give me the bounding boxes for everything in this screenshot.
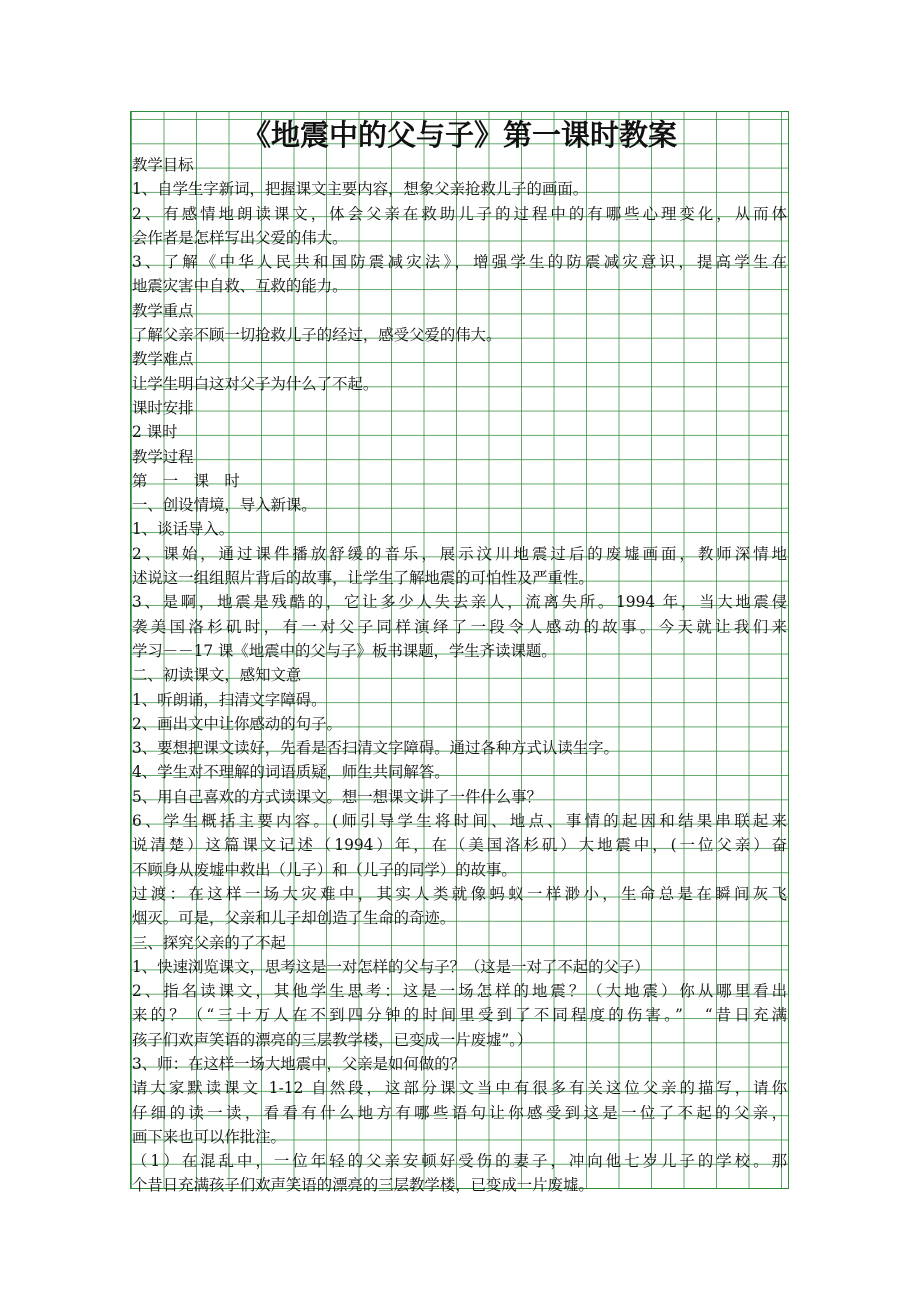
text-line: 二、初读课文，感知文意 — [132, 666, 302, 685]
text-line: 2、有感情地朗读课文，体会父亲在救助儿子的过程中的有哪些心理变化，从而体 — [132, 204, 787, 223]
text-line: 过渡：在这样一场大灾难中，其实人类就像蚂蚁一样渺小，生命总是在瞬间灰飞 — [132, 884, 787, 903]
text-line: （1）在混乱中，一位年轻的父亲安顿好受伤的妻子，冲向他七岁儿子的学校。那 — [132, 1152, 787, 1171]
document-title: 《地震中的父与子》第一课时教案 — [241, 118, 677, 152]
text-line: 1、快速浏览课文，思考这是一对怎样的父与子？（这是一对了不起的父子） — [132, 957, 650, 976]
text-line: 一、创设情境，导入新课。 — [132, 496, 317, 515]
text-line: 2、画出文中让你感动的句子。 — [132, 714, 342, 733]
text-line: 述说这一组组照片背后的故事，让学生了解地震的可怕性及严重性。 — [132, 569, 594, 588]
text-line: 地震灾害中自救、互救的能力。 — [132, 277, 348, 296]
text-line: 5、用自己喜欢的方式读课文。想一想课文讲了一件什么事？ — [132, 787, 542, 806]
text-line: 3、师：在这样一场大地震中，父亲是如何做的？ — [132, 1054, 465, 1073]
text-line: 仔细的读一读，看看有什么地方有哪些语句让你感受到这是一位了不起的父亲， — [132, 1103, 787, 1122]
text-line: 4、学生对不理解的词语质疑，师生共同解答。 — [132, 763, 450, 782]
text-line: 说清楚）这篇课文记述（1994）年，在（美国洛杉矶）大地震中，(一位父亲）奋 — [132, 836, 787, 855]
section-heading: 教学重点 — [132, 301, 194, 320]
text-line: 3、是啊，地震是残酷的，它让多少人失去亲人，流离失所。1994 年，当大地震侵 — [132, 593, 787, 612]
text-line: 2、指名读课文，其他学生思考：这是一场怎样的地震？（大地震）你从哪里看出 — [132, 982, 787, 1001]
text-line: 来的？（“三十万人在不到四分钟的时间里受到了不同程度的伤害。” “昔日充满 — [132, 1006, 787, 1025]
text-line: 学习－－17 课《地震中的父与子》板书课题，学生齐读课题。 — [132, 641, 557, 660]
section-heading: 教学难点 — [132, 350, 194, 369]
text-line: 1、听朗诵，扫清文字障碍。 — [132, 690, 327, 709]
text-line: 让学生明白这对父子为什么了不起。 — [132, 374, 379, 393]
text-line: 画下来也可以作批注。 — [132, 1127, 286, 1146]
section-heading: 教学目标 — [132, 156, 194, 174]
text-line: 孩子们欢声笑语的漂亮的三层教学楼，已变成一片废墟”。） — [132, 1030, 533, 1049]
text-line: 请大家默读课文 1-12 自然段，这部分课文当中有很多有关这位父亲的描写，请你 — [132, 1079, 787, 1098]
text-line: 1、谈话导入。 — [132, 520, 235, 539]
text-line: 三、探究父亲的了不起 — [132, 933, 286, 952]
section-heading: 教学过程 — [132, 447, 194, 466]
text-line: 1、自学生字新词，把握课文主要内容，想象父亲抢救儿子的画面。 — [132, 180, 589, 199]
text-line: 个昔日充满孩子们欢声笑语的漂亮的三层教学楼，已变成一片废墟。 — [132, 1176, 594, 1195]
text-line: 了解父亲不顾一切抢救儿子的经过，感受父爱的伟大。 — [132, 326, 502, 345]
document-body — [132, 153, 787, 1198]
text-line: 6、学生概括主要内容。(师引导学生将时间、地点、事情的起因和结果串联起来 — [132, 812, 787, 831]
text-line: 不顾身从废墟中救出（儿子）和（儿子的同学）的故事。 — [132, 860, 517, 879]
section-heading: 课时安排 — [132, 398, 194, 417]
text-line: 2 课时 — [132, 423, 178, 442]
text-line: 2、课始，通过课件播放舒缓的音乐，展示汶川地震过后的废墟画面，教师深情地 — [132, 544, 787, 563]
text-line: 会作者是怎样写出父爱的伟大。 — [132, 228, 348, 247]
text-line: 3、了解《中华人民共和国防震减灾法》，增强学生的防震减灾意识，提高学生在 — [132, 253, 787, 272]
text-line: 3、要想把课文读好，先看是否扫清文字障碍。通过各种方式认读生字。 — [132, 739, 619, 758]
text-line: 袭美国洛杉矶时，有一对父子同样演绎了一段令人感动的故事。今天就让我们来 — [132, 617, 787, 636]
text-line: 烟灭。可是，父亲和儿子却创造了生命的奇迹。 — [132, 909, 456, 928]
text-line: 第 一 课 时 — [132, 471, 240, 490]
